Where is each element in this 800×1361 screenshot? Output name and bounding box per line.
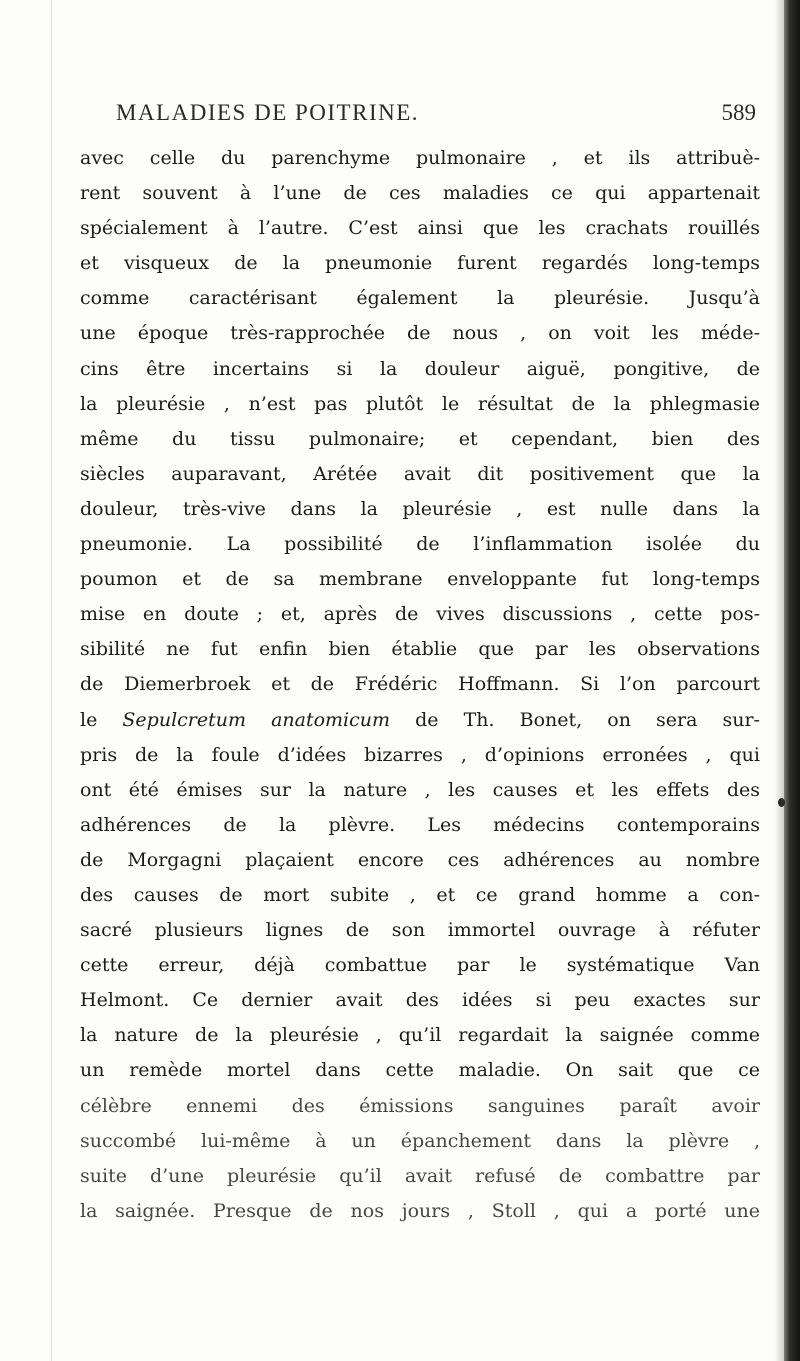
text-line: et visqueux de la pneumonie furent regardés long-temps [80,252,760,275]
text-line: poumon et de sa membrane enveloppante fut long-temps [80,568,760,591]
text-line: ont été émises sur la nature , les causes et les effets des [80,778,760,801]
text-line: une époque très-rapprochée de nous , on voit les méde- [80,322,760,345]
text-line: sibilité ne fut enfin bien établie que par les observations [80,638,760,661]
text-line: des causes de mort subite , et ce grand homme a con- [80,883,760,906]
text-line: célèbre ennemi des émissions sanguines paraît avoir [80,1094,760,1117]
text-line: siècles auparavant, Arétée avait dit positivement que la [80,462,760,485]
text-line: le Sepulcretum anatomicum de Th. Bonet, on sera sur- [80,708,760,731]
text-line: comme caractérisant également la pleurésie. Jusqu’à [80,287,760,310]
text-line: succombé lui-même à un épanchement dans la plèvre , [80,1129,760,1152]
text-line: spécialement à l’autre. C’est ainsi que les crachats rouillés [80,217,760,240]
page-number: 589 [721,100,756,125]
text-line: Helmont. Ce dernier avait des idées si peu exactes sur [80,989,760,1012]
text-line: avec celle du parenchyme pulmonaire , et ils attribuè- [80,147,760,169]
text-line: la nature de la pleurésie , qu’il regardait la saignée comme [80,1024,760,1047]
italic-title: Sepulcretum anatomicum [122,708,391,731]
text-line: même du tissu pulmonaire; et cependant, bien des [80,427,760,450]
running-head [116,100,756,134]
running-title: MALADIES DE POITRINE. [116,100,420,125]
text-line: adhérences de la plèvre. Les médecins contemporains [80,813,760,836]
text-line: rent souvent à l’une de ces maladies ce qui appartenait [80,182,760,205]
text-line: suite d’une pleurésie qu’il avait refusé de combattre par [80,1164,760,1187]
ink-spot [778,798,785,807]
text-line: de Diemerbroek et de Frédéric Hoffmann. Si l’on parcourt [80,673,760,696]
gutter-shadow [51,0,52,1361]
text-line: pneumonie. La possibilité de l’inflammation isolée du [80,533,760,556]
text-line: cette erreur, déjà combattue par le systématique Van [80,954,760,977]
text-line: de Morgagni plaçaient encore ces adhérences au nombre [80,848,760,871]
text-line: douleur, très-vive dans la pleurésie , est nulle dans la [80,497,760,520]
page-edge [784,0,800,1361]
text-line: un remède mortel dans cette maladie. On sait que ce [80,1059,760,1082]
text-line: la saignée. Presque de nos jours , Stoll , qui a porté une [80,1199,760,1222]
text-line: cins être incertains si la douleur aiguë, pongitive, de [80,357,760,380]
text-line: sacré plusieurs lignes de son immortel ouvrage à réfuter [80,919,760,942]
text-line: mise en doute ; et, après de vives discussions , cette pos- [80,603,760,626]
page-edge-shadow [774,0,784,1361]
text-line: la pleurésie , n’est pas plutôt le résultat de la phlegmasie [80,392,760,415]
body-text [80,141,760,1229]
text-line: pris de la foule d’idées bizarres , d’opinions erronées , qui [80,743,760,766]
